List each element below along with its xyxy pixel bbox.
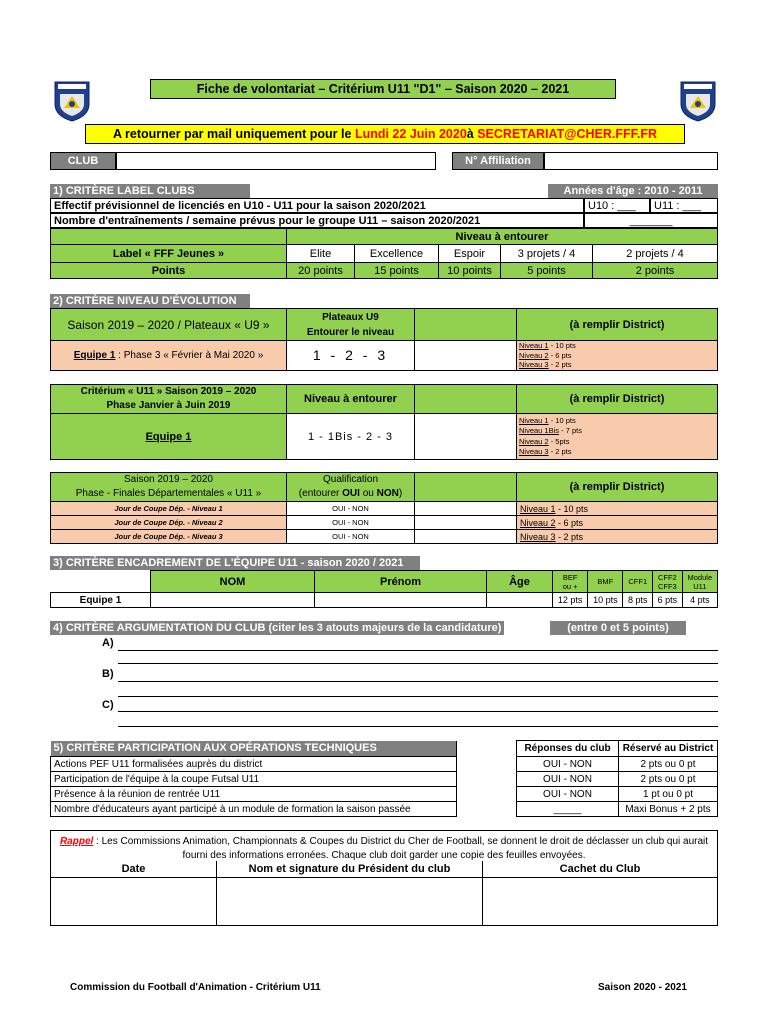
return-instructions <box>85 124 685 144</box>
b3-col2-post: ) <box>398 488 403 499</box>
b2-district-points <box>517 414 718 460</box>
b2-col2: Niveau à entourer <box>287 385 415 414</box>
dist-head: Réservé au District <box>619 741 718 757</box>
b1-team-phase: : Phase 3 « Février à Mai 2020 » <box>115 349 264 361</box>
age-field[interactable] <box>487 593 553 608</box>
b3-col2-mid: ou <box>359 488 377 499</box>
bef-head <box>553 571 588 593</box>
cachet-head: Cachet du Club <box>483 861 718 877</box>
b3-col2-non: NON <box>376 488 399 499</box>
bef-pts[interactable]: 12 pts <box>553 593 588 608</box>
b3-col2-oui: OUI <box>342 488 360 499</box>
prenom-head: Prénom <box>315 571 487 593</box>
page-title: Fiche de volontariat – Critérium U11 "D1" – Saison 2020 – 2021 <box>150 79 616 99</box>
b1-col2-a: Plateaux U9 <box>322 311 379 323</box>
module-a: Module <box>687 572 713 582</box>
b2-team: Equipe 1 <box>51 414 287 460</box>
b1-district-head: (à remplir District) <box>517 309 718 341</box>
arg-line-b2[interactable] <box>118 696 718 697</box>
b3-ouinon-1[interactable]: OUI - NON <box>287 502 415 516</box>
level-elite[interactable]: Elite <box>287 245 355 263</box>
level-2-projets[interactable]: 2 projets / 4 <box>593 245 718 263</box>
arg-label-b: B) <box>102 668 114 680</box>
b3-pts-2-n: Niveau 2 <box>520 517 556 528</box>
module-pts[interactable]: 4 pts <box>682 593 717 608</box>
b2-district-head: (à remplir District) <box>517 385 718 414</box>
points-2-projets: 2 points <box>593 263 718 279</box>
signature-table <box>50 861 718 926</box>
points-excellence: 15 points <box>355 263 439 279</box>
b2-pts-2-n: Niveau 1Bis <box>519 426 560 435</box>
b3-district-head: (à remplir District) <box>517 473 718 502</box>
affiliation-field[interactable] <box>544 152 718 170</box>
arg-label-c: C) <box>102 699 114 711</box>
date-head: Date <box>51 861 217 877</box>
plateaux-u9-table <box>50 308 718 371</box>
rappel-label: Rappel <box>59 836 94 847</box>
level-espoir[interactable]: Espoir <box>439 245 501 263</box>
equipe-label: Equipe 1 <box>51 593 151 608</box>
op-row-2: Participation de l'équipe à la coupe Futsal U11 <box>51 772 457 787</box>
b3-head-1: Saison 2019 – 2020 <box>124 474 213 485</box>
resp-head: Réponses du club <box>517 741 619 757</box>
b3-pts-1-n: Niveau 1 <box>520 503 556 514</box>
nom-field[interactable] <box>151 593 315 608</box>
section4-title: 4) CRITÈRE ARGUMENTATION DU CLUB (citer les 3 atouts majeurs de la candidature) <box>50 621 504 635</box>
points-elite: 20 points <box>287 263 355 279</box>
points-espoir: 10 points <box>439 263 501 279</box>
operations-table <box>50 740 718 817</box>
b1-district-points <box>517 341 718 371</box>
date-field[interactable] <box>51 877 217 925</box>
bmf-pts[interactable]: 10 pts <box>588 593 623 608</box>
b1-pts-2-n: Niveau 2 <box>519 350 549 360</box>
b3-pts-1-p: - 10 pts <box>555 503 589 514</box>
u11-field[interactable]: U11 : ___ <box>650 198 718 213</box>
op-dist-3: 1 pt ou 0 pt <box>619 787 718 802</box>
president-head: Nom et signature du Président du club <box>217 861 483 877</box>
arg-label-a: A) <box>102 637 114 649</box>
cff23-head <box>653 571 683 593</box>
section1-years: Années d'âge : 2010 - 2011 <box>548 184 718 198</box>
op-row-3: Présence à la réunion de rentrée U11 <box>51 787 457 802</box>
arg-line-a2[interactable] <box>118 663 718 664</box>
arg-line-c2[interactable] <box>118 726 718 727</box>
b3-head-2: Phase - Finales Départementales « U11 » <box>75 488 262 499</box>
trainings-field[interactable]: _______ <box>584 213 718 228</box>
cachet-field[interactable] <box>483 877 718 925</box>
section1-title: 1) CRITÈRE LABEL CLUBS <box>50 184 250 198</box>
b1-col2 <box>287 309 415 341</box>
president-field[interactable] <box>217 877 483 925</box>
op-dist-2: 2 pts ou 0 pt <box>619 772 718 787</box>
b3-pts-2-p: - 6 pts <box>555 517 584 528</box>
affiliation-label: N° Affiliation <box>452 152 544 170</box>
b3-ouinon-2[interactable]: OUI - NON <box>287 516 415 530</box>
prenom-field[interactable] <box>315 593 487 608</box>
b3-col2-a: Qualification <box>322 474 379 485</box>
b1-pts-1-n: Niveau 1 <box>519 341 549 350</box>
b2-head <box>51 385 287 414</box>
b3-row-1: Jour de Coupe Dép. - Niveau 1 <box>51 502 287 516</box>
district-logo-left <box>52 80 92 122</box>
op-row-4: Nombre d'éducateurs ayant participé à un module de formation la saison passée <box>51 802 457 817</box>
age-head: Âge <box>487 571 553 593</box>
b3-ouinon-3[interactable]: OUI - NON <box>287 530 415 544</box>
module-b: U11 <box>693 581 707 591</box>
club-label: CLUB <box>50 152 116 170</box>
b2-head-2: Phase Janvier à Juin 2019 <box>106 400 231 411</box>
b2-head-1: Critérium « U11 » Saison 2019 – 2020 <box>80 386 257 397</box>
b1-team <box>51 341 287 371</box>
b2-pts-2-p: - 7 pts <box>559 426 582 435</box>
section3-title: 3) CRITÈRE ENCADREMENT DE L'ÉQUIPE U11 - saison 2020 / 2021 <box>50 556 420 570</box>
cff2-a: CFF2 <box>657 572 677 582</box>
b1-team-name: Equipe 1 <box>73 349 116 361</box>
label-table <box>50 228 718 279</box>
op-resp-3[interactable]: OUI - NON <box>517 787 619 802</box>
b3-pts-3-n: Niveau 3 <box>520 531 556 542</box>
club-field[interactable] <box>116 152 436 170</box>
b3-col2 <box>287 473 415 502</box>
section2-title: 2) CRITÈRE NIVEAU D'ÉVOLUTION <box>50 294 250 308</box>
return-email[interactable]: SECRETARIAT@CHER.FFF.FR <box>477 127 657 141</box>
bef-b: ou + <box>562 581 578 591</box>
b3-head <box>51 473 287 502</box>
rappel-text <box>51 831 717 863</box>
cff1-pts[interactable]: 8 pts <box>623 593 653 608</box>
b2-pts-1-p: - 10 pts <box>548 415 576 425</box>
level-3-projets[interactable]: 3 projets / 4 <box>501 245 593 263</box>
b1-pts-2-p: - 6 pts <box>548 350 572 360</box>
critérium-u11-table <box>50 384 718 460</box>
footer-right: Saison 2020 - 2021 <box>598 982 687 993</box>
level-excellence[interactable]: Excellence <box>355 245 439 263</box>
b2-pts-1-n: Niveau 1 <box>519 415 549 425</box>
rappel-body: : Les Commissions Animation, Championnats & Coupes du District du Cher de Football, se donnent le droit de déclasser un club qui aurait fourni des informations erronées. Chaque club doit garder une copie des feuilles envoyées. <box>93 836 709 861</box>
circle-level-header: Niveau à entourer <box>287 229 718 245</box>
encadrement-table <box>50 570 718 608</box>
arg-line-a1[interactable] <box>118 650 718 651</box>
b2-pts-4-n: Niveau 3 <box>519 447 549 456</box>
op-resp-1[interactable]: OUI - NON <box>517 757 619 772</box>
b3-row-3: Jour de Coupe Dép. - Niveau 3 <box>51 530 287 544</box>
section4-range: (entre 0 et 5 points) <box>550 621 686 635</box>
op-resp-4[interactable]: _____ <box>517 802 619 817</box>
bmf-head: BMF <box>588 571 623 593</box>
district-logo-right <box>678 80 718 122</box>
cff1-head: CFF1 <box>623 571 653 593</box>
b2-pts-3-p: - 5pts <box>548 436 570 446</box>
footer-left: Commission du Football d'Animation - Critérium U11 <box>70 982 321 993</box>
b1-pts-3-n: Niveau 3 <box>519 360 549 369</box>
section5-title: 5) CRITÈRE PARTICIPATION AUX OPÉRATIONS TECHNIQUES <box>51 741 457 757</box>
b3-col2-pre: (entourer <box>298 488 343 499</box>
b3-pts-3-p: - 2 pts <box>555 531 584 542</box>
b1-pts-3-p: - 2 pts <box>548 360 572 369</box>
b2-levels[interactable]: 1 - 1Bis - 2 - 3 <box>287 414 415 460</box>
points-3-projets: 5 points <box>501 263 593 279</box>
cff23-pts[interactable]: 6 pts <box>653 593 683 608</box>
op-row-1: Actions PEF U11 formalisées auprès du district <box>51 757 457 772</box>
b1-levels[interactable]: 1 - 2 - 3 <box>287 341 415 371</box>
module-head <box>682 571 717 593</box>
b2-pts-3-n: Niveau 2 <box>519 436 549 446</box>
effectif-label: Effectif prévisionnel de licenciés en U10 - U11 pour la saison 2020/2021 <box>50 198 584 213</box>
arg-line-b1[interactable] <box>118 681 718 682</box>
return-mid: à <box>466 127 474 141</box>
b2-pts-4-p: - 2 pts <box>548 447 572 456</box>
trainings-label: Nombre d'entraînements / semaine prévus pour le groupe U11 – saison 2020/2021 <box>50 213 584 228</box>
return-prefix: A retourner par mail uniquement pour le <box>112 127 352 141</box>
return-date: Lundi 22 Juin 2020 <box>354 127 467 141</box>
op-dist-1: 2 pts ou 0 pt <box>619 757 718 772</box>
points-head: Points <box>51 263 287 279</box>
op-resp-2[interactable]: OUI - NON <box>517 772 619 787</box>
bef-a: BEF <box>562 572 578 582</box>
b1-col2-b: Entourer le niveau <box>306 326 395 338</box>
op-dist-4: Maxi Bonus + 2 pts <box>619 802 718 817</box>
b3-row-2: Jour de Coupe Dép. - Niveau 2 <box>51 516 287 530</box>
nom-head: NOM <box>151 571 315 593</box>
label-head: Label « FFF Jeunes » <box>51 245 287 263</box>
b1-head: Saison 2019 – 2020 / Plateaux « U9 » <box>51 309 287 341</box>
finales-table <box>50 472 718 544</box>
arg-line-c1[interactable] <box>118 711 718 712</box>
b1-pts-1-p: - 10 pts <box>548 341 576 350</box>
u10-field[interactable]: U10 : ___ <box>584 198 650 213</box>
cff3-b: CFF3 <box>657 581 677 591</box>
